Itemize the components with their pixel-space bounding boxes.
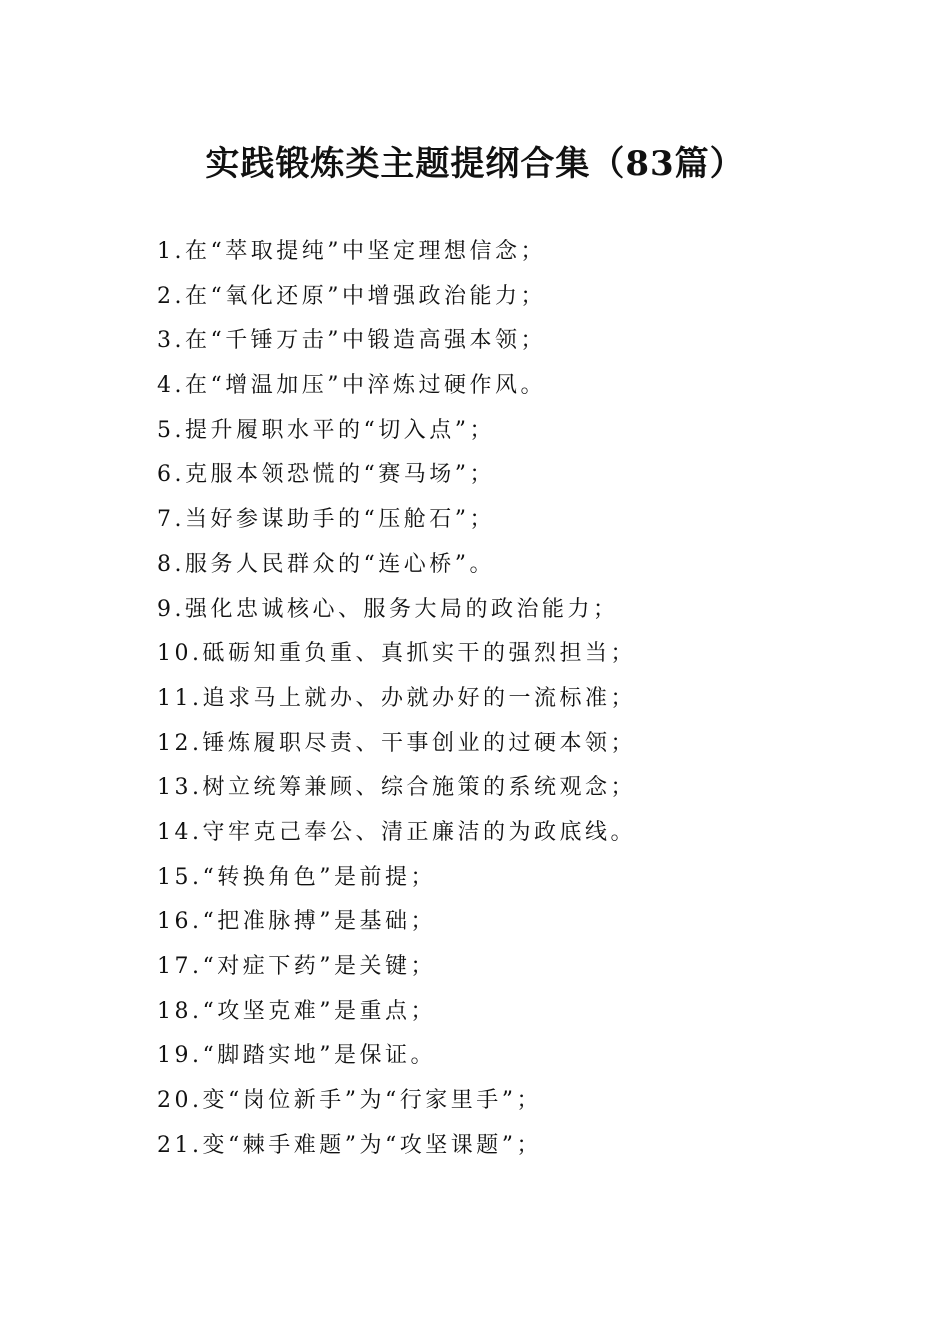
outline-item: 8.服务人民群众的“连心桥”。 <box>157 551 495 577</box>
outline-item: 3.在“千锤万击”中锻造高强本领； <box>157 328 546 354</box>
outline-list <box>157 234 636 1172</box>
outline-item: 16.“把准脉搏”是基础； <box>157 909 436 935</box>
outline-item: 15.“转换角色”是前提； <box>157 864 436 890</box>
outline-item: 7.当好参谋助手的“压舱石”； <box>157 507 495 533</box>
outline-item: 10.砥砺知重负重、真抓实干的强烈担当； <box>157 641 636 667</box>
outline-item: 13.树立统筹兼顾、综合施策的系统观念； <box>157 775 636 801</box>
outline-item: 18.“攻坚克难”是重点； <box>157 998 436 1024</box>
outline-item: 1.在“萃取提纯”中坚定理想信念； <box>157 239 546 264</box>
outline-item: 19.“脚踏实地”是保证。 <box>157 1043 436 1069</box>
outline-item: 2.在“氧化还原”中增强政治能力； <box>157 283 546 309</box>
outline-item: 9.强化忠诚核心、服务大局的政治能力； <box>157 596 619 622</box>
outline-item: 12.锤炼履职尽责、干事创业的过硬本领； <box>157 730 636 756</box>
outline-item: 4.在“增温加压”中淬炼过硬作风。 <box>157 373 546 399</box>
outline-item: 17.“对症下药”是关键； <box>157 954 436 979</box>
outline-item: 11.追求马上就办、办就办好的一流标准； <box>157 685 636 711</box>
document-title: 实践锻炼类主题提纲合集（83篇） <box>205 144 745 184</box>
outline-item: 20.变“岗位新手”为“行家里手”； <box>157 1088 542 1114</box>
outline-item: 14.守牢克己奉公、清正廉洁的为政底线。 <box>157 819 636 845</box>
outline-item: 6.克服本领恐慌的“赛马场”； <box>157 462 495 488</box>
outline-item: 21.变“棘手难题”为“攻坚课题”； <box>157 1132 542 1158</box>
outline-item: 5.提升履职水平的“切入点”； <box>157 417 495 443</box>
